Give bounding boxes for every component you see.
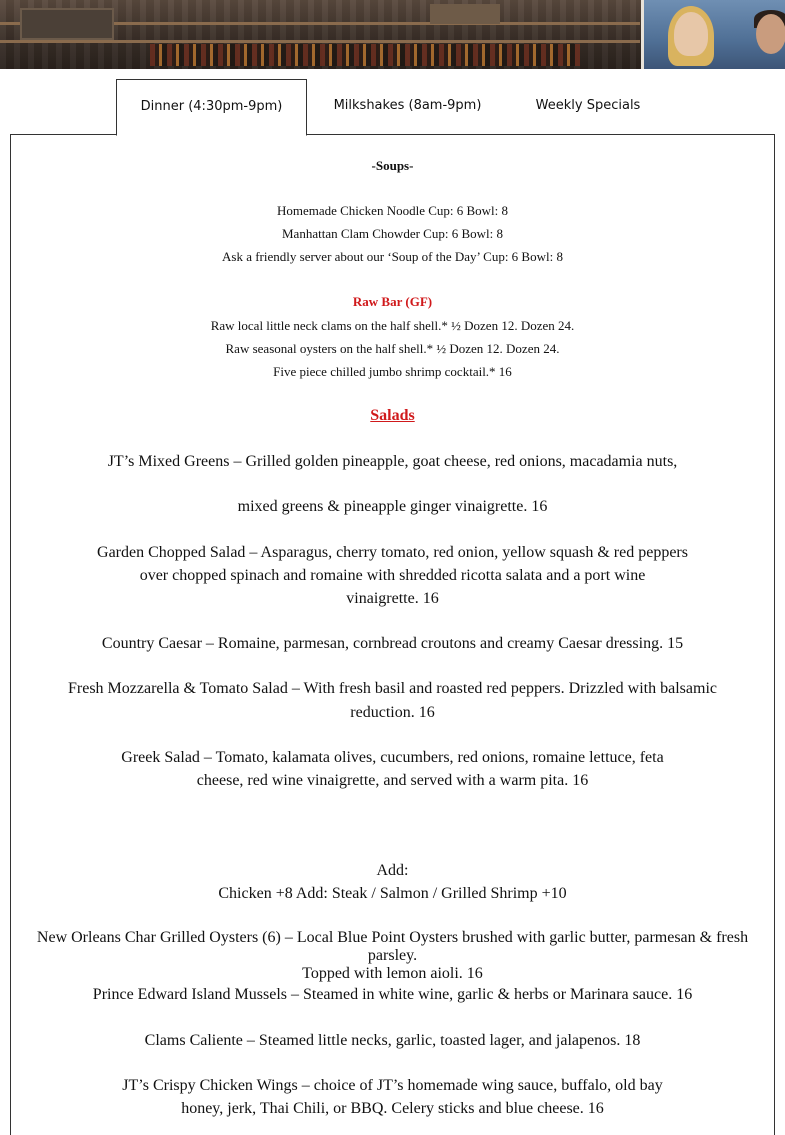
menu-item: JT’s Mixed Greens – Grilled golden pineapple, goat cheese, red onions, macadamia nuts,: [107, 453, 678, 470]
menu-item: Five piece chilled jumbo shrimp cocktail.* 16: [273, 364, 512, 379]
menu-item: Raw local little neck clams on the half shell.* ½ Dozen 12. Dozen 24.: [210, 318, 575, 333]
header-banner-image: [0, 0, 785, 69]
menu-item: JT’s Crispy Chicken Wings – choice of JT’s homemade wing sauce, buffalo, old bay: [122, 1077, 663, 1094]
menu-item: parsley.: [367, 947, 418, 964]
menu-item: reduction. 16: [350, 704, 435, 721]
menu-item: Country Caesar – Romaine, parmesan, cornbread croutons and creamy Caesar dressing. 15: [101, 635, 684, 652]
menu-item: vinaigrette. 16: [346, 590, 439, 607]
tab-milkshakes[interactable]: Milkshakes (8am-9pm): [333, 98, 482, 113]
soups-heading: -Soups-: [371, 158, 414, 173]
menu-item: cheese, red wine vinaigrette, and served with a warm pita. 16: [196, 772, 589, 789]
menu-tabs: [10, 79, 775, 135]
add-on-label: Add:: [376, 862, 409, 879]
menu-item: Prince Edward Island Mussels – Steamed in white wine, garlic & herbs or Marinara sauce. 16: [92, 986, 693, 1003]
menu-item: Fresh Mozzarella & Tomato Salad – With fresh basil and roasted red peppers. Drizzled with balsamic: [67, 680, 717, 697]
menu-item: over chopped spinach and romaine with shredded ricotta salata and a port wine: [139, 567, 646, 584]
menu-item: New Orleans Char Grilled Oysters (6) – Local Blue Point Oysters brushed with garlic butter, parmesan & fresh: [36, 929, 749, 946]
menu-item: Topped with lemon aioli. 16: [302, 965, 483, 982]
salads-heading: Salads: [370, 407, 415, 424]
menu-item: Raw seasonal oysters on the half shell.* ½ Dozen 12. Dozen 24.: [225, 341, 560, 356]
menu-item: Ask a friendly server about our ‘Soup of the Day’ Cup: 6 Bowl: 8: [222, 249, 563, 264]
tab-weekly-specials[interactable]: Weekly Specials: [535, 98, 641, 113]
menu-item: Greek Salad – Tomato, kalamata olives, cucumbers, red onions, romaine lettuce, feta: [121, 749, 664, 766]
menu-item: Homemade Chicken Noodle Cup: 6 Bowl: 8: [276, 203, 509, 218]
bottle-shelf: [150, 44, 580, 66]
menu-item: honey, jerk, Thai Chili, or BBQ. Celery sticks and blue cheese. 16: [181, 1100, 604, 1117]
add-on-options: Chicken +8 Add: Steak / Salmon / Grilled Shrimp +10: [218, 885, 567, 902]
menu-item: Manhattan Clam Chowder Cup: 6 Bowl: 8: [282, 226, 503, 241]
menu-item: Garden Chopped Salad – Asparagus, cherry tomato, red onion, yellow squash & red peppers: [97, 544, 688, 561]
menu-item: Clams Caliente – Steamed little necks, garlic, toasted lager, and jalapenos. 18: [144, 1032, 641, 1049]
wall-sign: [20, 8, 114, 40]
tab-dinner[interactable]: Dinner (4:30pm-9pm): [116, 79, 307, 136]
menu-item: mixed greens & pineapple ginger vinaigrette. 16: [237, 498, 548, 515]
staff-photo: [641, 0, 785, 69]
raw-bar-heading: Raw Bar (GF): [352, 294, 433, 309]
